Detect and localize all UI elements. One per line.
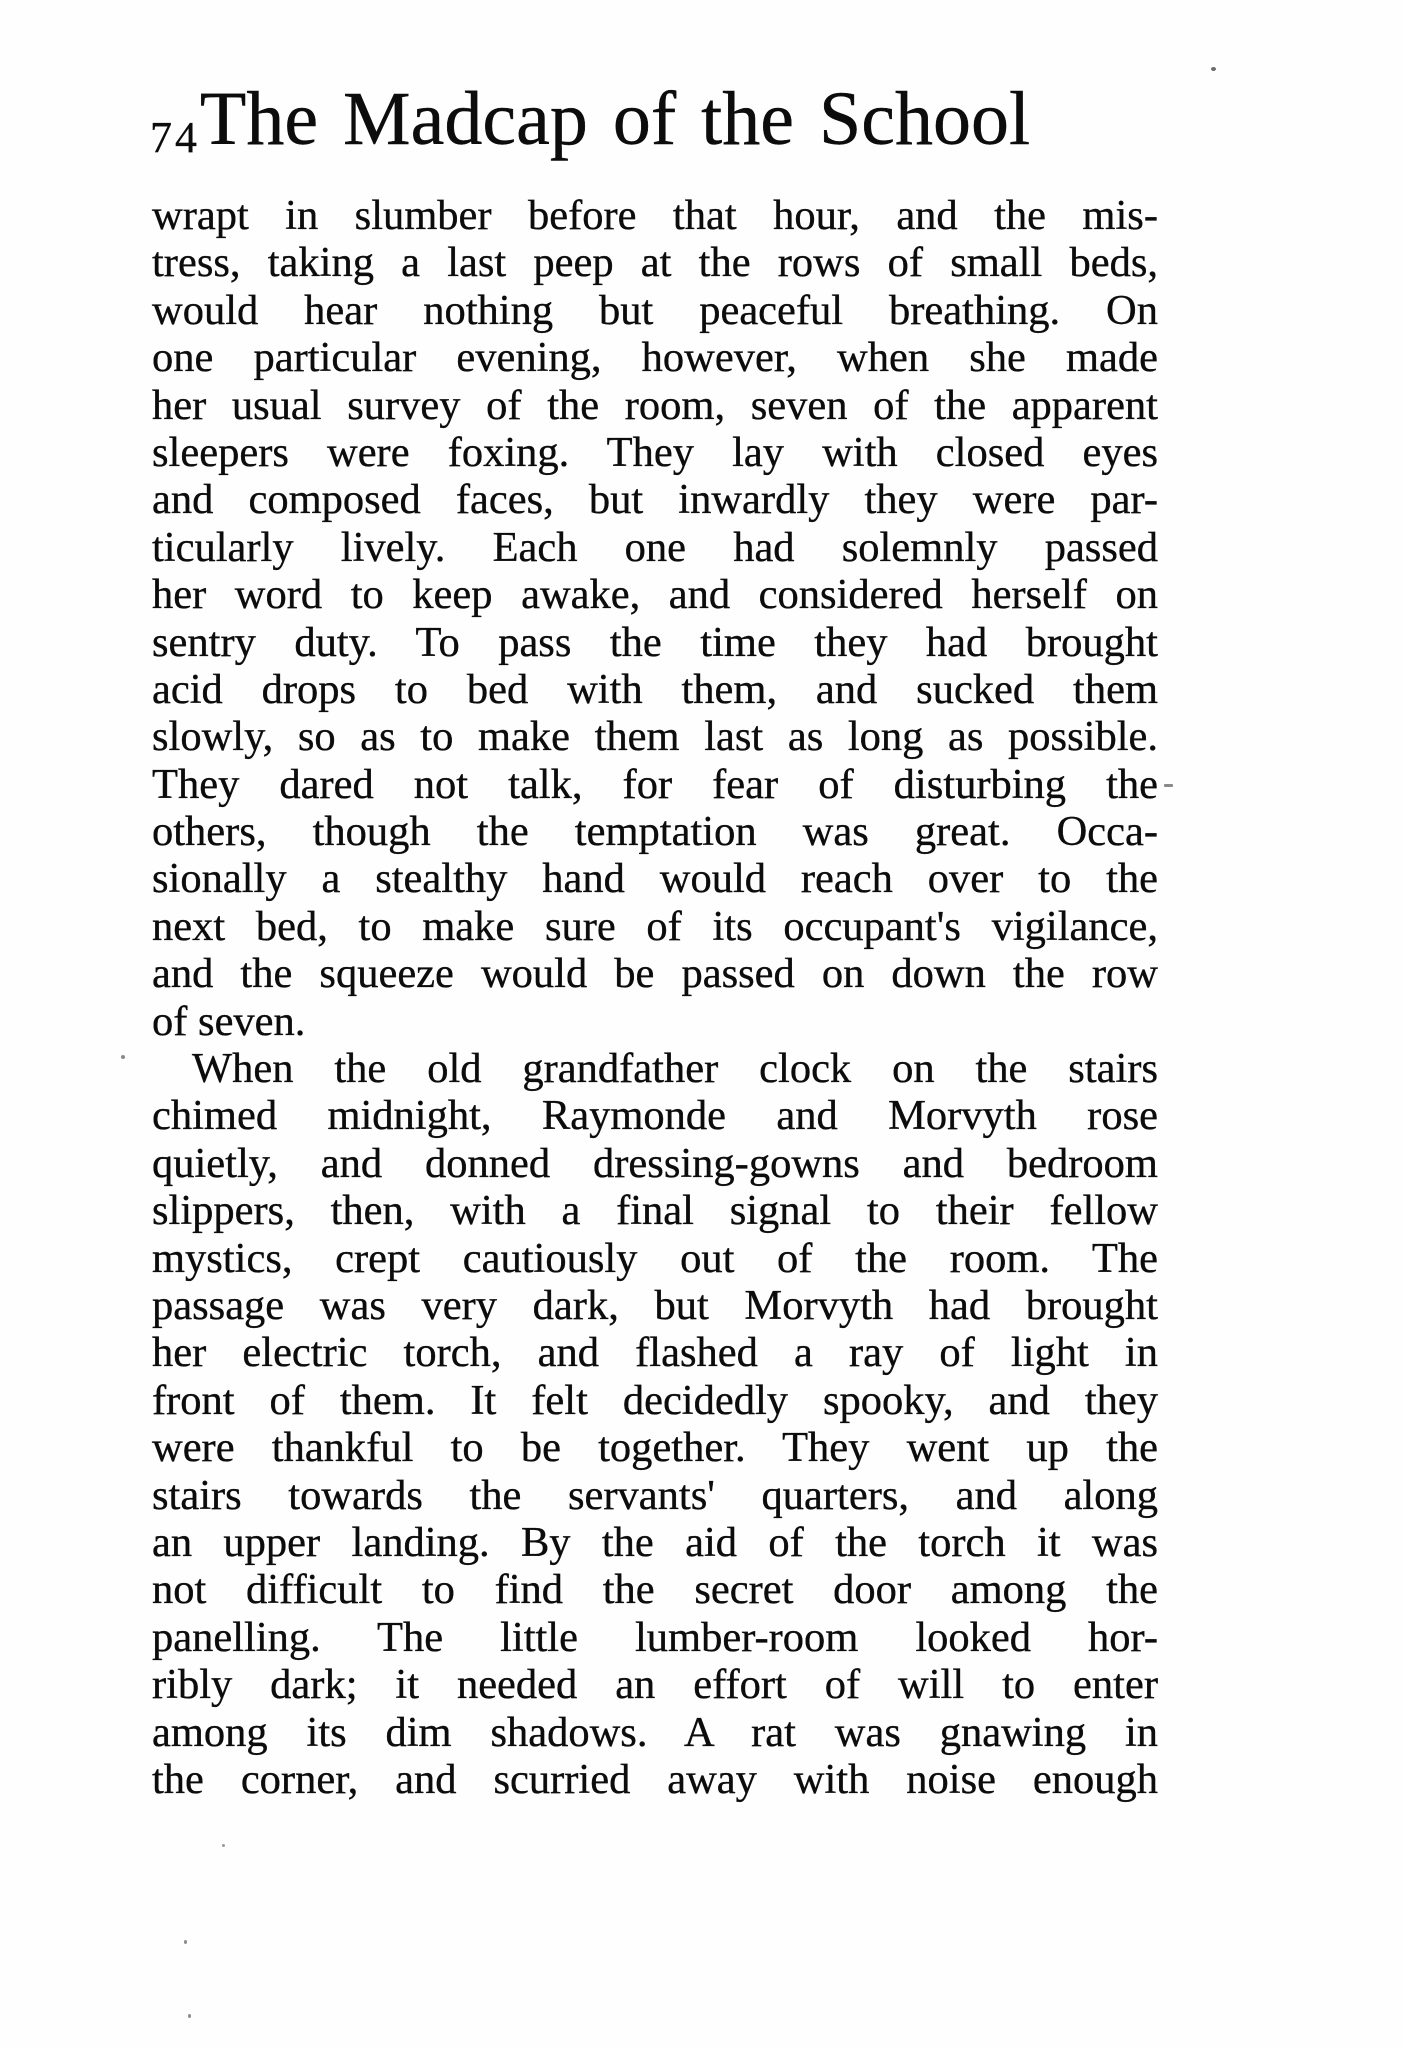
text-line: When the old grandfather clock on the stairs — [192, 1045, 1158, 1093]
text-line: slowly, so as to make them last as long as possible. — [152, 713, 1158, 761]
text-line: sionally a stealthy hand would reach over to the — [152, 855, 1158, 903]
text-line: her usual survey of the room, seven of the apparent — [152, 381, 1158, 429]
text-line: next bed, to make sure of its occupant's vigilance, — [152, 902, 1158, 950]
text-line: tress, taking a last peep at the rows of small beds, — [152, 239, 1158, 287]
text-line: sleepers were foxing. They lay with closed eyes — [152, 428, 1158, 476]
text-line: mystics, crept cautiously out of the room. The — [152, 1234, 1158, 1282]
text-line: were thankful to be together. They went up the — [152, 1424, 1158, 1472]
text-line: and the squeeze would be passed on down the row — [152, 950, 1158, 998]
text-line: one particular evening, however, when she made — [152, 334, 1158, 382]
text-line: passage was very dark, but Morvyth had brought — [152, 1281, 1158, 1329]
text-line: her electric torch, and flashed a ray of light in — [152, 1329, 1158, 1377]
text-line: ribly dark; it needed an effort of will to enter — [152, 1661, 1158, 1709]
text-line: among its dim shadows. A rat was gnawing in — [152, 1708, 1158, 1756]
text-line: They dared not talk, for fear of disturbing the — [152, 760, 1158, 808]
scan-speck — [1211, 67, 1216, 71]
page-title: The Madcap of the School — [199, 77, 1031, 161]
page-header — [0, 0, 1405, 170]
text-line: not difficult to find the secret door among the — [152, 1566, 1158, 1614]
text-line: acid drops to bed with them, and sucked them — [152, 665, 1158, 713]
scan-speck — [1164, 784, 1173, 787]
text-line: and composed faces, but inwardly they were par- — [152, 476, 1158, 524]
text-line: front of them. It felt decidedly spooky, and they — [152, 1376, 1158, 1424]
text-line: others, though the temptation was great. Occa- — [152, 808, 1158, 856]
text-body — [152, 192, 1158, 1803]
text-line: panelling. The little lumber-room looked hor- — [152, 1613, 1158, 1661]
text-line: chimed midnight, Raymonde and Morvyth rose — [152, 1092, 1158, 1140]
text-line: the corner, and scurried away with noise enough — [152, 1755, 1158, 1803]
text-line: would hear nothing but peaceful breathing. On — [152, 286, 1158, 334]
text-line: wrapt in slumber before that hour, and the mis- — [152, 192, 1158, 239]
scan-speck — [184, 1940, 187, 1944]
text-line: sentry duty. To pass the time they had brought — [152, 618, 1158, 666]
page-number: 74 — [150, 113, 200, 162]
scan-speck — [188, 2014, 191, 2018]
scan-speck — [121, 1055, 125, 1059]
text-line: slippers, then, with a final signal to their fellow — [152, 1187, 1158, 1235]
text-line: stairs towards the servants' quarters, and along — [152, 1471, 1158, 1519]
text-line: an upper landing. By the aid of the torch it was — [152, 1518, 1158, 1566]
text-line: quietly, and donned dressing-gowns and bedroom — [152, 1139, 1158, 1187]
text-line: of seven. — [152, 997, 306, 1045]
text-line: her word to keep awake, and considered herself on — [152, 571, 1158, 619]
text-line: ticularly lively. Each one had solemnly passed — [152, 523, 1158, 571]
scan-speck — [222, 1844, 225, 1847]
